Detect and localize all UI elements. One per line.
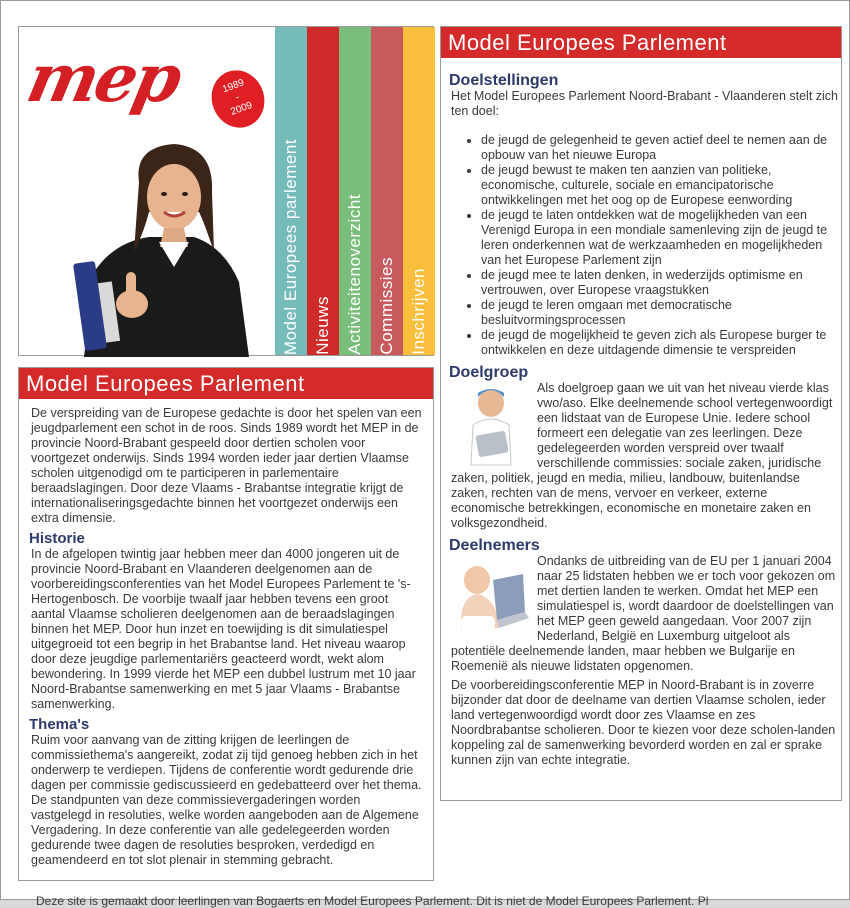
- nav-activiteitenoverzicht[interactable]: [339, 27, 371, 355]
- right-panel: [440, 26, 842, 801]
- baby-laptop-photo: [451, 558, 531, 638]
- goals-list: [451, 133, 839, 358]
- badge-year-start: 1989: [221, 77, 246, 96]
- nav-inschrijven[interactable]: [403, 27, 435, 355]
- left-content: [19, 399, 433, 868]
- left-panel-title: Model Europees Parlement: [19, 368, 433, 399]
- nav-label: Inschrijven: [409, 268, 428, 355]
- badge-dash: -: [234, 91, 241, 104]
- historie-text: In de afgelopen twintig jaar hebben meer dan 4000 jongeren uit de provincie Noord-Brabant en Vlaanderen deelgenomen aan de voorbereidingsconferenties van het Model Europees Parlement te 's-Hertogenbosch. De voorbije twaalf jaar hebben tevens een groot aantal Vlaamse scholieren deelgenomen aan de beraadslagingen binnen het MEP. Door hun inzet en toewijding is dit simulatiespel uitgegroeid tot een begrip in het Brabantse land. Het niveau waarop door deze jeugdige parlementariërs geacteerd wordt, wekt alom bewondering. In 1999 vierde het MEP een dubbel lustrum met 10 jaar Noord-Brabantse samenwerking en met 5 jaar Vlaams - Brabantse samenwerking.: [31, 547, 416, 711]
- header: [18, 26, 434, 356]
- list-item: • de jeugd mee te laten denken, in wederzijds optimisme en vertrouwen, over Europese vraagstukken: [481, 268, 839, 298]
- themas-heading: Thema's: [29, 716, 90, 733]
- deelnemers-text: Ondanks de uitbreiding van de EU per 1 januari 2004 naar 25 lidstaten hebben we er toch voor gekozen om met dertien landen te werken. Omdat het MEP een simulatiespel is, wordt daardoor de doelstellingen van het MEP geen geweld aangedaan. Voor 2007 zijn Nederland, België en Luxemburg uitgeloot als potentiële deelnemende landen, maar hebben we Bulgarije en Roemenië als nieuwe lidstaten opgenomen.: [451, 554, 836, 673]
- list-item: • de jeugd de mogelijkheid te geven zich als Europese burger te ontwikkelen en deze uitdagende dimensie te verspreiden: [481, 328, 839, 358]
- list-item: • de jeugd te leren omgaan met democratische besluitvormingsprocessen: [481, 298, 839, 328]
- nav-label: Activiteitenoverzicht: [345, 194, 364, 355]
- mep-logo[interactable]: mep: [20, 39, 187, 117]
- doelgroep-text: Als doelgroep gaan we uit van het niveau vierde klas vwo/aso. Elke deelnemende school vertegenwoordigt een lidstaat van de Europese Unie. Iedere school formeert een delegatie van zes leerlingen. Deze gedelegeerden worden verspreid over twaalf verschillende commissies: sociale zaken, juridische zaken, politiek, jeugd en media, milieu, landbouw, buitenlandse zaken, rechten van de mens, vervoer en verkeer, externe economische betrekkingen, economische en monetaire zaken en volksgezondheid.: [451, 381, 833, 530]
- doelstellingen-intro: Het Model Europees Parlement Noord-Brabant - Vlaanderen stelt zich ten doel:: [451, 89, 839, 118]
- nav-label: Nieuws: [313, 296, 332, 355]
- right-content: [441, 58, 841, 768]
- themas-text: Ruim voor aanvang van de zitting krijgen de leerlingen de commissiethema's aangereikt, zodat zij tijd genoeg hebben zich in het onderwerp te verdiepen. Tijdens de conferentie wordt gedurende drie dagen per commissie gediscussieerd en gedebatteerd over het thema. De standpunten van deze commissievergaderingen worden vastgelegd in resoluties, welke worden aangeboden aan de Algemene Vergadering. In deze conferentie van alle gedelegeerden worden gedurende twee dagen de resoluties besproken, verdedigd en geamendeerd en tot slot plenair in stemming gebracht.: [31, 733, 422, 867]
- nav-model-europees-parlement[interactable]: [275, 27, 307, 355]
- list-item: • de jeugd de gelegenheid te geven actief deel te nemen aan de opbouw van het nieuwe Europa: [481, 133, 839, 163]
- woman-thumbs-up-photo: [54, 142, 264, 357]
- footer-text: Deze site is gemaakt door leerlingen van Bogaerts en Model Europees Parlement. Dit is niet de Model Europees Parlement. Pl: [36, 894, 709, 908]
- doelgroep-heading: Doelgroep: [449, 364, 529, 381]
- doelstellingen-heading: Doelstellingen: [449, 72, 559, 89]
- voorbereiding-text: De voorbereidingsconferentie MEP in Noord-Brabant is in zoverre bijzonder dat door de deelname van dertien Vlaamse scholen, ieder land vertegenwoordigd wordt door zes Vlaamse en zes Noordbrabantse scholieren. Door te kiezen voor deze scholen-landen koppeling zal de samenwerking bevorderd worden en zal er sprake kunnen zijn van echte integratie.: [451, 678, 836, 767]
- list-item: • de jeugd te laten ontdekken wat de mogelijkheden van een Verenigd Europa in een mondiale samenleving zijn de jeugd te leren onderkennen wat de werkzaamheden en mogelijkheden van het Europese Parlement zijn: [481, 208, 839, 268]
- anniversary-badge: [204, 63, 273, 135]
- left-panel: [18, 367, 434, 881]
- intro-text: De verspreiding van de Europese gedachte is door het spelen van een jeugdparlement een schot in de roos. Sinds 1989 wordt het MEP in de provincie Noord-Brabant gespeeld door dertien scholen voor voortgezet onderwijs. Sinds 1994 worden ieder jaar dertien Vlaamse scholen uitgenodigd om te participeren in parlementaire beraadslagingen. Door deze Vlaams - Brabantse integratie krijgt de internationaliseringsgedachte binnen het voortgezet onderwijs een extra dimensie.: [31, 406, 422, 525]
- nav-nieuws[interactable]: [307, 27, 339, 355]
- nav-label: Commissies: [377, 257, 396, 355]
- nav-label: Model Europees parlement: [281, 138, 300, 355]
- badge-year-end: 2009: [229, 99, 254, 118]
- student-laptop-photo: [451, 385, 531, 465]
- list-item: • de jeugd bewust te maken ten aanzien van politieke, economische, culturele, sociale en emancipatorische ontwikkelingen met het oog op de Europese eenwording: [481, 163, 839, 208]
- logo-area: [19, 27, 275, 355]
- deelnemers-heading: Deelnemers: [449, 537, 540, 554]
- historie-heading: Historie: [29, 530, 85, 547]
- right-panel-title: Model Europees Parlement: [441, 27, 841, 58]
- nav-commissies[interactable]: [371, 27, 403, 355]
